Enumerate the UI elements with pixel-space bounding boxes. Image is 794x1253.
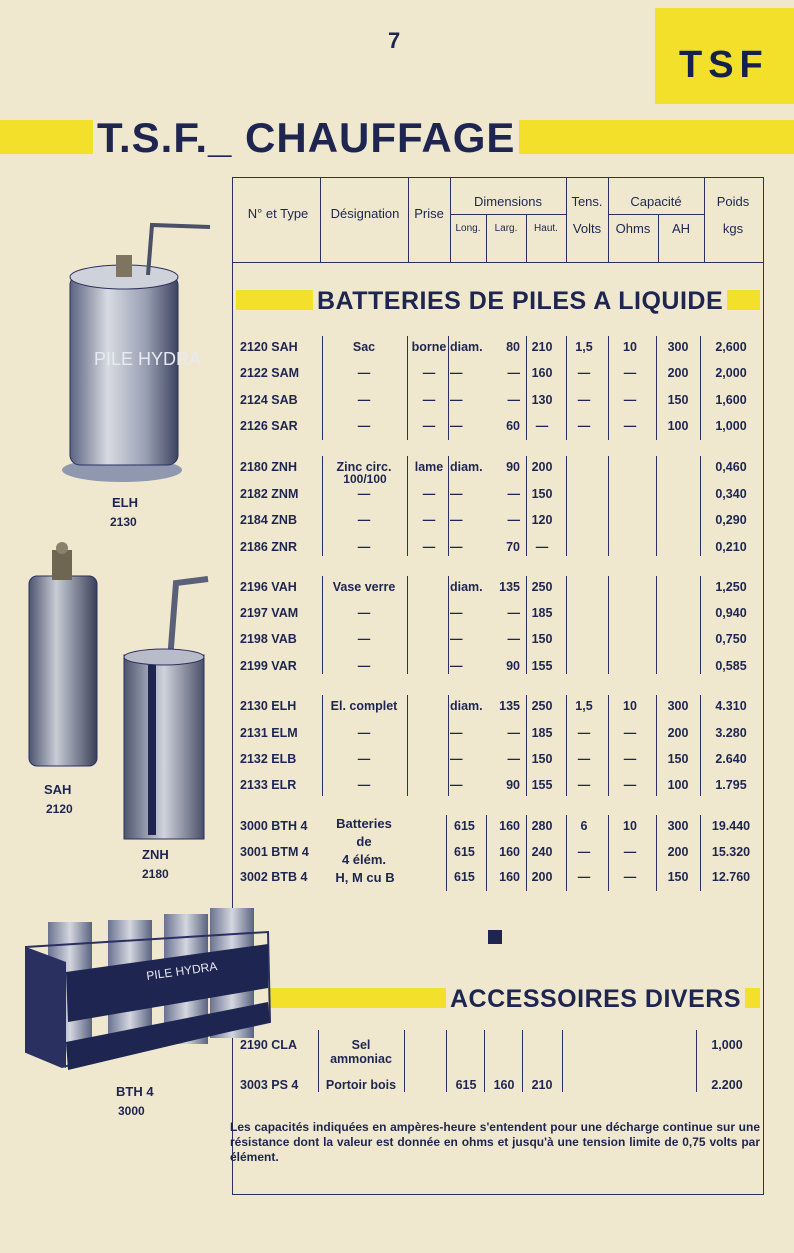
row-col-divider [486,815,487,891]
header-tens: Tens. [571,194,603,209]
cell-type: 2182 ZNM [240,487,299,501]
row-col-divider [522,1030,523,1092]
header-ah: AH [671,221,691,236]
cell-prise: — [422,419,436,433]
zinc-sub: 100/100 [343,472,387,486]
znh-code: 2180 [142,867,169,881]
row-col-divider [526,815,527,891]
cell-dia: — [450,659,463,673]
cell-poids: 2.200 [711,1078,743,1092]
cell-tens: — [577,393,591,407]
cell-tens: — [577,752,591,766]
sah-sac-illustration [26,540,101,770]
header-designation: Désignation [330,206,400,221]
cell-long: — [507,366,520,380]
cell-ah: 300 [667,699,689,713]
col-divider [450,177,451,263]
row-col-divider [700,815,701,891]
dim-divider [450,214,566,215]
cell-long: — [507,393,520,407]
cell-long: — [507,632,520,646]
bullet-square [488,930,502,944]
cell-poids: 1,000 [715,419,747,433]
cell-long: — [507,752,520,766]
section-accessoires: ACCESSOIRES DIVERS [446,984,745,1014]
cell-poids: 4.310 [715,699,747,713]
cell-des: — [357,513,371,527]
cell-poids: 0,340 [715,487,747,501]
cell-tens: — [577,870,591,884]
cell-des: — [357,752,371,766]
cell-long: — [507,726,520,740]
znh-zinc-illustration [120,575,215,845]
cell-dia: — [450,513,463,527]
cell-poids: 1,600 [715,393,747,407]
cell-tens: — [577,366,591,380]
cell-type: 2133 ELR [240,778,297,792]
cell-poids: 0,460 [715,460,747,474]
cell-larg: 160 [499,870,520,884]
cell-type: 3003 PS 4 [240,1078,299,1092]
cell-haut: 150 [531,752,553,766]
cell-haut: 250 [531,580,553,594]
cell-tens: 1,5 [575,699,593,713]
bth-des-1: Batteries [336,816,392,831]
cell-haut: 155 [531,778,553,792]
cell-ah: 100 [667,419,689,433]
cell-type: 2198 VAB [240,632,297,646]
elh-battery-illustration [60,215,220,485]
cell-long: 80 [506,340,520,354]
cell-haut: 200 [531,460,553,474]
cell-prise: — [422,366,436,380]
cell-des1: Sel [351,1038,371,1052]
cell-des2: ammoniac [330,1052,392,1066]
cap-divider [608,214,704,215]
cell-poids: 1.795 [715,778,747,792]
cell-dia: — [450,726,463,740]
cell-ohms: — [623,419,637,433]
cell-ah: 200 [667,726,689,740]
cell-tens: — [577,726,591,740]
cell-poids: 0,940 [715,606,747,620]
bth4-rack-illustration [22,892,272,1077]
cell-des: — [357,366,371,380]
cell-prise: — [422,513,436,527]
cell-ohms: 10 [623,699,637,713]
cell-haut: 210 [531,1078,553,1092]
cell-long: 615 [454,845,475,859]
cell-poids: 0,210 [715,540,747,554]
section-tab [655,8,794,104]
bth-des-4: H, M cu B [335,870,395,885]
cell-poids: 0,290 [715,513,747,527]
cell-des: — [357,487,371,501]
cell-type: 2122 SAM [240,366,300,380]
cell-larg: 160 [499,845,520,859]
header-ohms: Ohms [615,221,651,236]
header-type: N° et Type [247,206,309,221]
cell-prise: — [422,487,436,501]
cell-des: — [357,659,371,673]
cell-prise: borne [411,340,447,354]
cell-long: 90 [506,659,520,673]
cell-haut: 250 [531,699,553,713]
header-prise: Prise [414,206,444,221]
cell-haut: 185 [531,606,553,620]
cell-long: — [507,487,520,501]
cell-type: 2120 SAH [240,340,298,354]
znh-label: ZNH [142,847,169,862]
cell-dia: — [450,419,463,433]
row-col-divider [608,815,609,891]
cell-ah: 150 [667,752,689,766]
row-col-divider [404,1030,405,1092]
cell-ah: 300 [667,340,689,354]
cell-dia: diam. [450,460,483,474]
cell-haut: 155 [531,659,553,673]
cell-poids: 12.760 [711,870,751,884]
cell-haut: 210 [531,340,553,354]
header-divider [232,262,764,263]
cell-long: 90 [506,778,520,792]
cell-tens: 1,5 [575,340,593,354]
cell-type: 3002 BTB 4 [240,870,308,884]
cell-ohms: — [623,393,637,407]
cell-des: Sac [352,340,376,354]
cell-type: 2132 ELB [240,752,297,766]
cell-type: 2190 CLA [240,1038,297,1052]
header-kgs: kgs [722,221,744,236]
cell-long: 60 [506,419,520,433]
bth-des-3: 4 élém. [341,852,387,867]
bth-des-2: de [356,834,372,849]
table-row [0,536,794,558]
page-title: T.S.F._ CHAUFFAGE [93,112,519,164]
cell-poids: 0,585 [715,659,747,673]
cell-prise: — [422,393,436,407]
cell-type: 3000 BTH 4 [240,819,308,833]
cell-des: — [357,778,371,792]
cell-poids: 0,750 [715,632,747,646]
cell-des: — [357,606,371,620]
cell-tens: — [577,845,591,859]
cell-poids: 19.440 [711,819,751,833]
cell-haut: 280 [531,819,553,833]
bth-text: PILE HYDRA [145,959,219,983]
cell-poids: 3.280 [715,726,747,740]
cell-long: 90 [506,460,520,474]
cell-haut: 185 [531,726,553,740]
cell-ohms: — [623,726,637,740]
row-col-divider [484,1030,485,1092]
sah-label: SAH [44,782,72,797]
cell-dia: — [450,606,463,620]
bth-label: BTH 4 [116,1084,154,1099]
cell-dia: — [450,540,463,554]
cell-dia: diam. [450,340,483,354]
cell-ohms: — [623,845,637,859]
cell-ah: 150 [667,393,689,407]
row-col-divider [566,815,567,891]
elh-label: ELH [112,495,138,510]
cell-type: 2126 SAR [240,419,298,433]
cell-poids: 2,000 [715,366,747,380]
cell-long: 615 [454,870,475,884]
cell-ah: 100 [667,778,689,792]
cell-des: — [357,726,371,740]
cell-type: 2124 SAB [240,393,298,407]
header-poids: Poids [716,194,750,209]
cell-type: 2197 VAM [240,606,299,620]
row-col-divider [318,1030,319,1092]
col-divider [704,177,705,263]
elh-text: PILE HYDRA [94,349,202,369]
cell-haut: 160 [531,366,553,380]
cell-tens: — [577,778,591,792]
row-col-divider [656,815,657,891]
col-divider [608,177,609,263]
cell-poids: 2.640 [715,752,747,766]
cell-type: 2131 ELM [240,726,298,740]
header-long: Long. [455,223,481,234]
cell-tens: 6 [580,819,588,833]
header-volts: Volts [572,221,602,236]
row-col-divider [446,815,447,891]
col-divider [526,214,527,263]
cell-des: — [357,540,371,554]
cell-haut: 130 [531,393,553,407]
cell-long: 615 [455,1078,477,1092]
cell-ah: 200 [667,366,689,380]
row-col-divider [696,1030,697,1092]
cell-des: Vase verre [332,580,396,594]
cell-long: — [507,606,520,620]
cell-ohms: — [623,366,637,380]
cell-type: 2199 VAR [240,659,297,673]
cell-tens: — [577,419,591,433]
section-tab-label: TSF [679,44,769,86]
elh-code: 2130 [110,515,137,529]
header-larg: Larg. [494,223,518,234]
sah-code: 2120 [46,802,73,816]
page-number: 7 [388,28,401,53]
col-divider [566,177,567,263]
cell-type: 2180 ZNH [240,460,297,474]
cell-dia: — [450,632,463,646]
cell-des: Zinc circ. [336,460,392,474]
cell-ah: 200 [667,845,689,859]
cell-ohms: — [623,752,637,766]
cell-dia: diam. [450,580,483,594]
header-haut: Haut. [534,223,558,234]
cell-des: — [357,393,371,407]
cell-des: El. complet [330,699,398,713]
cell-haut: 120 [531,513,553,527]
cell-prise: lame [414,460,444,474]
cell-ah: 300 [667,819,689,833]
cell-haut: 240 [531,845,553,859]
cell-poids: 1,000 [711,1038,743,1052]
cell-type: 3001 BTM 4 [240,845,309,859]
row-col-divider [562,1030,563,1092]
cell-des: — [357,419,371,433]
cell-dia: diam. [450,699,483,713]
cell-type: 2196 VAH [240,580,297,594]
cell-haut: 150 [531,632,553,646]
header-capacite: Capacité [630,194,682,209]
bth-code: 3000 [118,1104,145,1118]
cell-prise: — [422,540,436,554]
cell-haut: 150 [531,487,553,501]
cell-poids: 1,250 [715,580,747,594]
cell-dia: — [450,487,463,501]
cell-long: — [507,513,520,527]
cell-dia: — [450,752,463,766]
cell-haut: 200 [531,870,553,884]
cell-haut: — [535,419,549,433]
cell-long: 70 [506,540,520,554]
cell-long: 135 [499,580,520,594]
section-batteries: BATTERIES DE PILES A LIQUIDE [313,286,727,316]
col-divider [320,177,321,263]
row-col-divider [446,1030,447,1092]
cell-larg: 160 [499,819,520,833]
footnote: Les capacités indiquées en ampères-heure s'entendent pour une décharge continue sur une résistance dont la valeur est donnée en ohms et jusqu'à une tension limite de 0,75 volts par élément. [230,1120,760,1164]
cell-larg: 160 [493,1078,515,1092]
cell-type: 2130 ELH [240,699,297,713]
cell-long: 135 [499,699,520,713]
cell-dia: — [450,778,463,792]
cell-ohms: — [623,870,637,884]
cell-ohms: 10 [623,340,637,354]
cell-type: 2186 ZNR [240,540,297,554]
cell-ohms: — [623,778,637,792]
header-dimensions: Dimensions [474,194,542,209]
cell-ah: 150 [667,870,689,884]
cell-type: 2184 ZNB [240,513,297,527]
cell-long: 615 [454,819,475,833]
cell-poids: 2,600 [715,340,747,354]
cell-ohms: 10 [623,819,637,833]
cell-des1: Portoir bois [325,1078,397,1092]
col-divider [486,214,487,263]
cell-des: — [357,632,371,646]
cell-dia: — [450,393,463,407]
cell-dia: — [450,366,463,380]
cell-haut: — [535,540,549,554]
cell-poids: 15.320 [711,845,751,859]
